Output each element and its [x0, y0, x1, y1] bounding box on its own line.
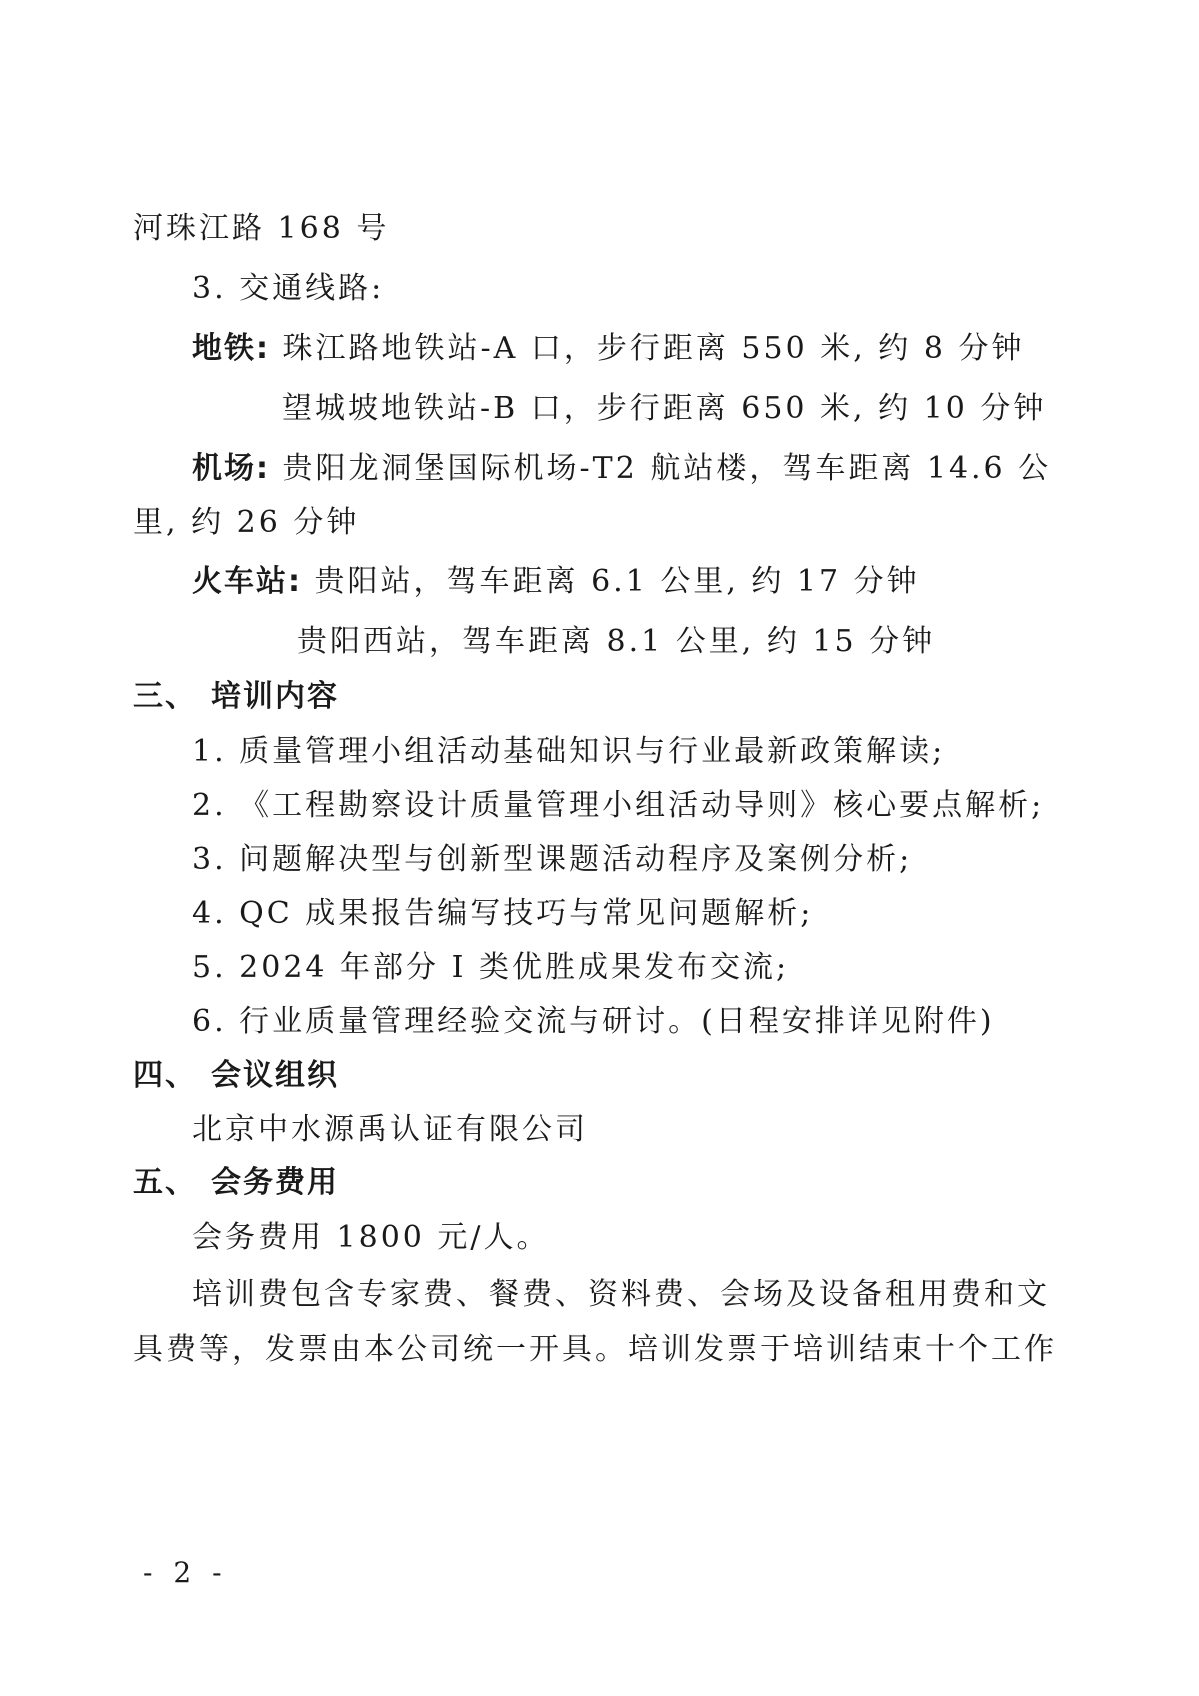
- metro-label: 地铁:: [192, 331, 270, 366]
- fee-text: 会务费用 1800 元/人。: [192, 1220, 550, 1255]
- training-item-2: 2. 《工程勘察设计质量管理小组活动导则》核心要点解析;: [192, 788, 1045, 823]
- train-text-1: 贵阳站，驾车距离 6.1 公里, 约 17 分钟: [314, 564, 920, 599]
- metro-line-2: 望城坡地铁站-B 口，步行距离 650 米, 约 10 分钟: [282, 391, 1047, 426]
- train-label: 火车站:: [192, 564, 302, 599]
- airport-text-1: 贵阳龙洞堡国际机场-T2 航站楼，驾车距离 14.6 公: [282, 451, 1052, 486]
- section-4-title: 会议组织: [211, 1058, 339, 1093]
- section-3-number: 三、: [133, 679, 197, 714]
- training-item-4: 4. QC 成果报告编写技巧与常见问题解析;: [192, 896, 814, 931]
- airport-line-2: 里, 约 26 分钟: [133, 505, 360, 540]
- fee-paragraph-line-2: 具费等，发票由本公司统一开具。培训发票于培训结束十个工作: [133, 1332, 1057, 1367]
- section-4-number: 四、: [133, 1058, 197, 1093]
- page-number: - 2 -: [143, 1556, 228, 1589]
- airport-label: 机场:: [192, 451, 270, 486]
- metro-text-1: 珠江路地铁站-A 口，步行距离 550 米, 约 8 分钟: [282, 331, 1025, 366]
- train-line-1: [192, 562, 920, 602]
- metro-line-1: [192, 329, 1024, 369]
- section-5-title: 会务费用: [211, 1165, 339, 1200]
- training-item-5: 5. 2024 年部分 I 类优胜成果发布交流;: [192, 950, 790, 985]
- section-3-title: 培训内容: [211, 679, 339, 714]
- fee-paragraph-line-1: 培训费包含专家费、餐费、资料费、会场及设备租用费和文: [192, 1277, 1050, 1312]
- section-4-heading: [133, 1056, 339, 1096]
- section-3-heading: [133, 677, 339, 717]
- training-item-1: 1. 质量管理小组活动基础知识与行业最新政策解读;: [192, 734, 946, 769]
- train-line-2: 贵阳西站，驾车距离 8.1 公里, 约 15 分钟: [297, 624, 936, 659]
- section-5-number: 五、: [133, 1165, 197, 1200]
- training-item-6: 6. 行业质量管理经验交流与研讨。(日程安排详见附件): [192, 1004, 995, 1039]
- section-5-heading: [133, 1163, 339, 1203]
- airport-line-1: [192, 449, 1051, 489]
- training-item-3: 3. 问题解决型与创新型课题活动程序及案例分析;: [192, 842, 913, 877]
- address-continuation: 河珠江路 168 号: [133, 211, 390, 246]
- organizer-name: 北京中水源禹认证有限公司: [192, 1112, 588, 1147]
- transport-title: 3. 交通线路:: [192, 271, 385, 306]
